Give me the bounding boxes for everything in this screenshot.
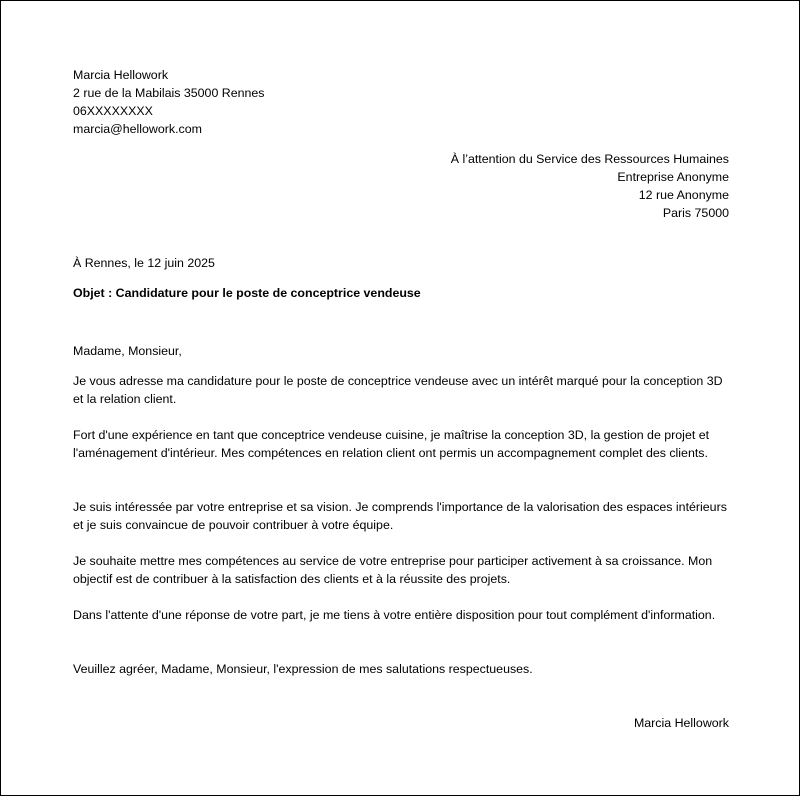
sender-address: 2 rue de la Mabilais 35000 Rennes: [73, 86, 265, 100]
body-paragraph-3: Je suis intéressée par votre entreprise et sa vision. Je comprends l'importance de la valorisation des espaces intérieurs et je suis convaincue de pouvoir contribuer à votre équipe.: [73, 500, 727, 532]
recipient-street: 12 rue Anonyme: [638, 188, 729, 202]
recipient-block: [73, 150, 729, 222]
sender-email: marcia@hellowork.com: [73, 122, 202, 136]
body-paragraph-1: Je vous adresse ma candidature pour le poste de conceptrice vendeuse avec un intérêt marqué pour la conception 3D et la relation client.: [73, 374, 723, 406]
sender-name: Marcia Hellowork: [73, 68, 169, 82]
recipient-company: Entreprise Anonyme: [617, 170, 729, 184]
body-paragraph-5: Dans l'attente d'une réponse de votre part, je me tiens à votre entière disposition pour tout complément d'information.: [73, 608, 716, 622]
body-paragraph-4: Je souhaite mettre mes compétences au service de votre entreprise pour participer activement à sa croissance. Mon objectif est de contribuer à la satisfaction des clients et à la réussite des projets.: [73, 554, 713, 586]
salutation: Madame, Monsieur,: [73, 344, 182, 358]
body-paragraph-2: Fort d'une expérience en tant que conceptrice vendeuse cuisine, je maîtrise la conception 3D, la gestion de projet et l'aménagement d'intérieur. Mes compétences en relation client ont permis un accompagnement complet des clients.: [73, 428, 710, 460]
signature: Marcia Hellowork: [633, 716, 729, 730]
closing-formula: Veuillez agréer, Madame, Monsieur, l'expression de mes salutations respectueuses.: [73, 662, 533, 676]
sender-block: [73, 66, 729, 138]
sender-phone: 06XXXXXXXX: [73, 104, 153, 118]
date-line: À Rennes, le 12 juin 2025: [73, 256, 215, 270]
subject-line: Objet : Candidature pour le poste de conceptrice vendeuse: [73, 286, 421, 300]
recipient-attention: À l’attention du Service des Ressources Humaines: [450, 152, 729, 166]
recipient-city: Paris 75000: [662, 206, 729, 220]
